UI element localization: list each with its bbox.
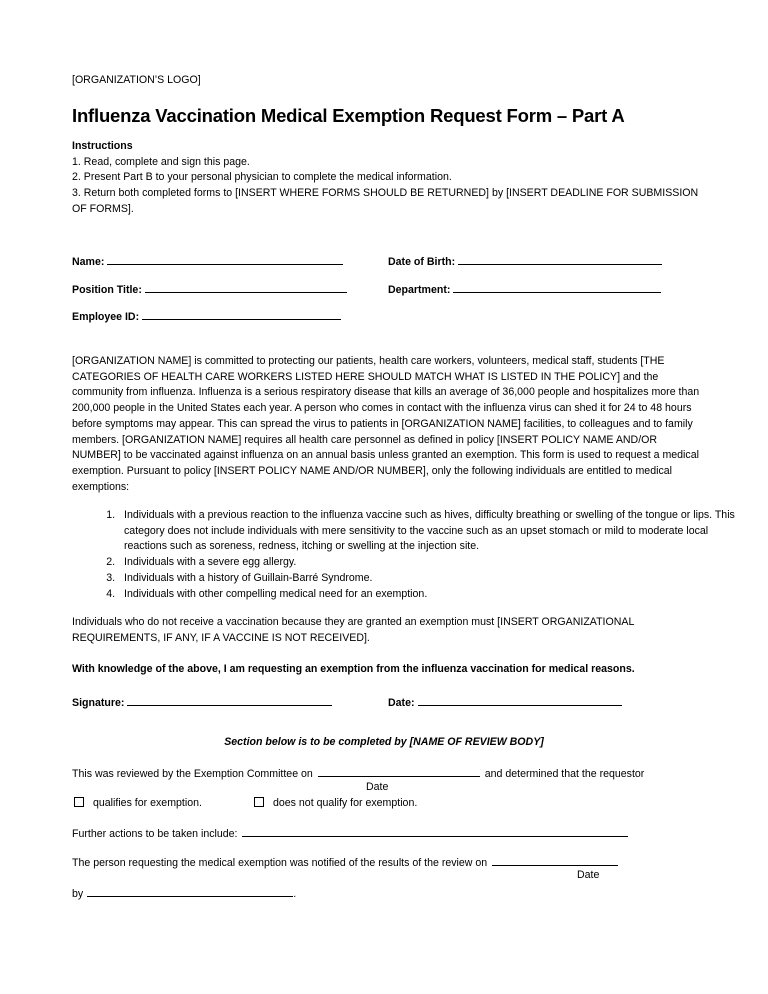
further-actions-row <box>72 824 628 843</box>
policy-paragraph: [ORGANIZATION NAME] is committed to protecting our patients, health care workers, volunteers, medical staff, students [THE CATEGORIES OF HEALTH CARE WORKERS LISTED HERE SHOULD MATCH WHAT IS LISTED IN THE POLICY] and the community from influenza. Influenza is a serious respiratory disease that kills an average of 36,000 people and hospitalizes more than 200,000 people in the United States each year. A person who comes in contact with the influenza virus can shed it for 24 to 48 hours before symptoms may appear. This can spread the virus to patients in [ORGANIZATION NAME] facilities, to colleagues and to family members. [ORGANIZATION NAME] requires all health care personnel as defined in policy [INSERT POLICY NAME AND/OR NUMBER] to be vaccinated against influenza on an annual basis unless granted an exemption. This form is used to request a medical exemption. Pursuant to policy [INSERT POLICY NAME AND/OR NUMBER], only the following individuals are entitled to medical exemptions: <box>72 355 700 493</box>
notified-date-input-line[interactable] <box>492 853 618 866</box>
name-label: Name: <box>72 256 105 268</box>
further-actions-label: Further actions to be taken include: <box>72 828 238 840</box>
acknowledgement-statement: With knowledge of the above, I am requesting an exemption from the influenza vaccination for medical reasons. <box>72 663 635 675</box>
exemption-item: 2. Individuals with a severe egg allergy. <box>118 555 740 571</box>
notified-text: The person requesting the medical exemption was notified of the results of the review on <box>72 857 488 869</box>
position-input-line[interactable] <box>145 280 347 293</box>
instruction-step: 2. Present Part B to your personal physician to complete the medical information. <box>72 171 452 184</box>
instruction-step: 1. Read, complete and sign this page. <box>72 155 250 168</box>
signature-date-input-line[interactable] <box>418 693 622 706</box>
instructions-section <box>72 139 702 218</box>
notified-by-input-line[interactable] <box>87 884 293 897</box>
further-actions-input-line[interactable] <box>242 824 628 837</box>
review-prefix-text: This was reviewed by the Exemption Committee on <box>72 768 313 780</box>
not-qualifies-option[interactable] <box>254 796 417 812</box>
review-date-row <box>72 764 644 783</box>
qualifies-checkbox[interactable] <box>74 797 84 807</box>
notified-date-caption: Date <box>577 869 600 881</box>
requirements-paragraph: Individuals who do not receive a vaccination because they are granted an exemption must [INSERT ORGANIZATIONAL REQUIREMENTS, IF ANY, IF A VACCINE IS NOT RECEIVED]. <box>72 616 634 644</box>
signature-date-label: Date: <box>388 697 415 709</box>
by-label: by <box>72 888 84 900</box>
not-qualifies-checkbox[interactable] <box>254 797 264 807</box>
department-field <box>388 280 661 299</box>
signature-date-field <box>388 693 622 712</box>
instruction-step: 3. Return both completed forms to [INSERT WHERE FORMS SHOULD BE RETURNED] by [INSERT DEADLINE FOR SUBMISSION OF FORMS]. <box>72 187 699 215</box>
exemption-list <box>72 508 740 602</box>
dob-label: Date of Birth: <box>388 256 456 268</box>
department-label: Department: <box>388 284 451 296</box>
instructions-heading: Instructions <box>72 140 133 152</box>
signature-label: Signature: <box>72 697 125 709</box>
qualifies-option[interactable] <box>74 796 202 812</box>
by-suffix: . <box>293 888 297 900</box>
employee-id-input-line[interactable] <box>142 307 341 320</box>
name-input-line[interactable] <box>107 252 343 265</box>
form-title: Influenza Vaccination Medical Exemption Request Form – Part A <box>72 105 625 126</box>
notified-row <box>72 853 618 872</box>
position-label: Position Title: <box>72 284 142 296</box>
review-section-heading: Section below is to be completed by [NAME OF REVIEW BODY] <box>224 736 544 748</box>
position-field <box>72 280 347 299</box>
dob-field <box>388 252 662 271</box>
dob-input-line[interactable] <box>458 252 662 265</box>
notified-by-row <box>72 884 296 903</box>
not-qualifies-label: does not qualify for exemption. <box>273 797 418 809</box>
employee-id-label: Employee ID: <box>72 311 140 323</box>
exemption-item: 1. Individuals with a previous reaction to the influenza vaccine such as hives, difficulty breathing or swelling of the tongue or lips. This category does not include individuals with mere sensitivity to the vaccine such as an upset stomach or mild to moderate local reactions such as soreness, redness, itching or swelling at the injection site. <box>118 508 740 555</box>
signature-input-line[interactable] <box>127 693 332 706</box>
organization-logo-placeholder: [ORGANIZATION’S LOGO] <box>72 74 201 86</box>
department-input-line[interactable] <box>453 280 661 293</box>
review-suffix-text: and determined that the requestor <box>484 768 645 780</box>
name-field <box>72 252 343 271</box>
review-date-caption: Date <box>366 781 389 793</box>
exemption-item: 3. Individuals with a history of Guillain-Barré Syndrome. <box>118 571 740 587</box>
exemption-item: 4. Individuals with other compelling medical need for an exemption. <box>118 587 740 603</box>
review-date-input-line[interactable] <box>318 764 480 777</box>
signature-field <box>72 693 332 712</box>
qualifies-label: qualifies for exemption. <box>93 797 202 809</box>
employee-id-field <box>72 307 341 326</box>
